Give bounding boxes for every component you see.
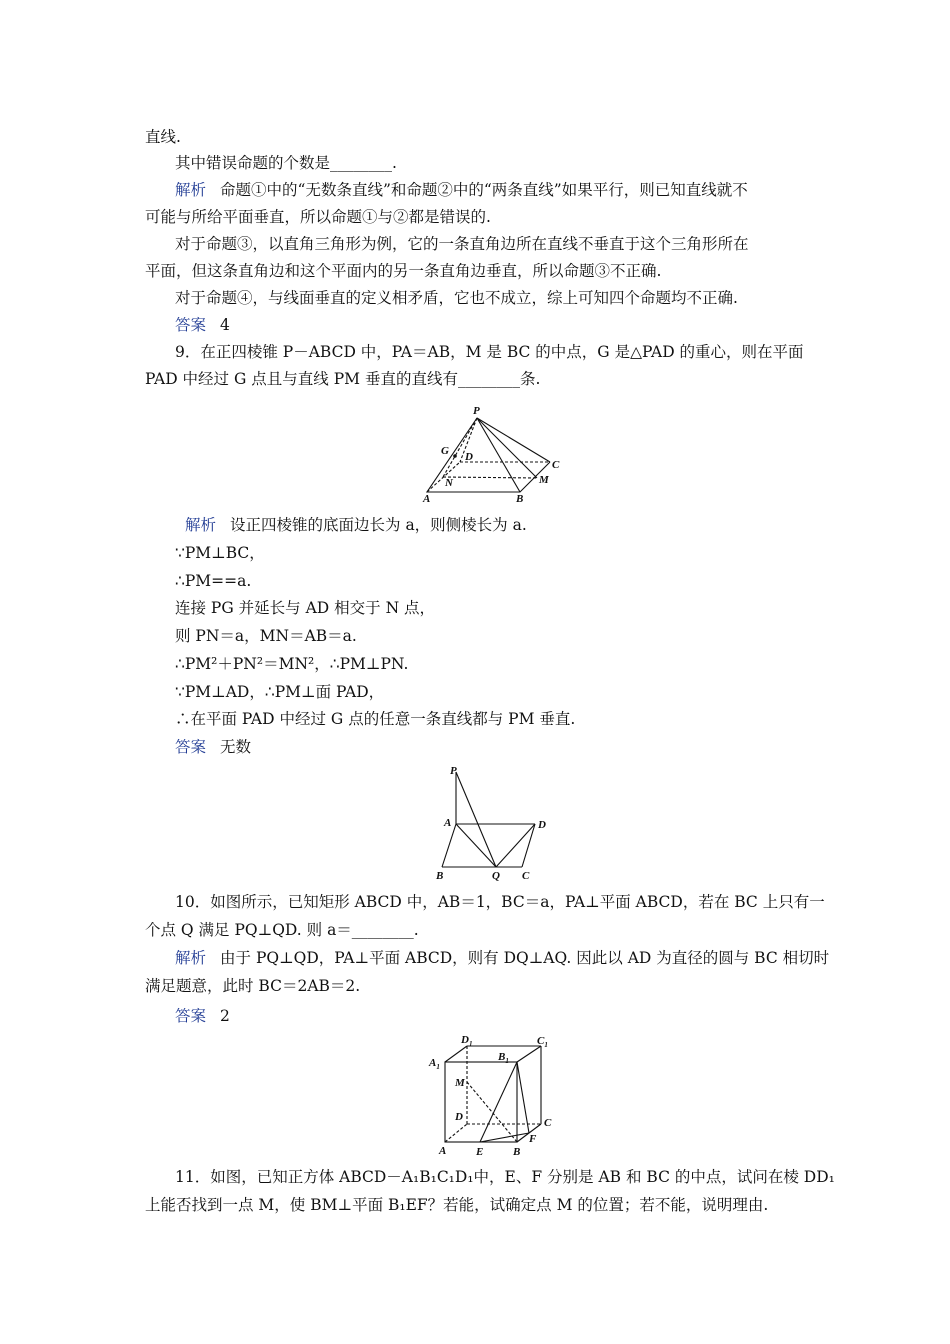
label-N: N (445, 477, 453, 489)
analysis-text-3: 由于 PQ⊥QD，PA⊥平面 ABCD，则有 DQ⊥AQ. 因此以 AD 为直径的圆与 BC 相切时 (220, 949, 830, 967)
text-line-19 (175, 737, 251, 757)
text-line-24 (175, 1006, 230, 1026)
label-E: E (476, 1146, 484, 1158)
answer-value-3: 2 (220, 1007, 230, 1025)
segment-QD (496, 824, 535, 867)
answer-value: 4 (220, 316, 230, 334)
segment-B1E (480, 1062, 517, 1142)
label-D1-subscript: 1 (468, 1040, 473, 1048)
question-10-line-2: 个点 Q 满足 PQ⊥QD. 则 a＝________. (145, 921, 419, 939)
label-B1-subscript: 1 (505, 1057, 509, 1065)
text-line-12: ∵PM⊥BC， (175, 544, 265, 562)
point-G (453, 454, 457, 458)
figure-cube (425, 1032, 565, 1160)
label-M: M (455, 1077, 465, 1089)
label-B: B (516, 493, 524, 505)
analysis-label: 解析 (175, 181, 207, 199)
text-line-22 (175, 948, 829, 968)
label-F: F (529, 1133, 537, 1145)
text-line-5: 对于命题③，以直角三角形为例，它的一条直角边所在直线不垂直于这个三角形所在 (175, 235, 749, 253)
segment-MB (467, 1082, 517, 1142)
label-C: C (552, 459, 560, 471)
label-G: G (441, 445, 449, 457)
text-line-7: 对于命题④，与线面垂直的定义相矛盾，它也不成立，综上可知四个命题均不正确. (175, 289, 738, 307)
label-A: A (439, 1145, 447, 1157)
question-11-line-2: 上能否找到一点 M，使 BM⊥平面 B₁EF？若能，试确定点 M 的位置；若不能，说明理由. (145, 1196, 769, 1214)
label-C1-subscript: 1 (544, 1041, 548, 1049)
question-11-line-1: 11．如图，已知正方体 ABCD－A₁B₁C₁D₁中，E、F 分别是 AB 和 BC 的中点，试问在棱 DD₁ (175, 1168, 835, 1186)
question-9-line-1: 9．在正四棱锥 P－ABCD 中，PA＝AB，M 是 BC 的中点，G 是△PAD 的重心，则在平面 (175, 343, 804, 361)
question-10-line-1: 10．如图所示，已知矩形 ABCD 中，AB＝1，BC＝a，PA⊥平面 ABCD，若在 BC 上只有一 (175, 893, 825, 911)
text-line-4: 可能与所给平面垂直，所以命题①与②都是错误的. (145, 208, 491, 226)
question-9-line-2: PAD 中经过 G 点且与直线 PM 垂直的直线有________条. (145, 370, 541, 388)
edge-B1C1 (517, 1046, 541, 1062)
segment-NM (443, 477, 537, 478)
text-line-15: 则 PN＝a，MN＝AB＝a. (175, 627, 357, 645)
figure-pyramid (415, 400, 565, 508)
answer-value-2: 无数 (220, 738, 252, 756)
text-line-2: 其中错误命题的个数是________. (175, 154, 397, 172)
text-line-6: 平面，但这条直角边和这个平面内的另一条直角边垂直，所以命题③不正确. (145, 262, 662, 280)
edge-AD (445, 1124, 467, 1142)
text-line-3 (175, 180, 748, 200)
text-line-16: ∴PM²＋PN²＝MN²，∴PM⊥PN. (175, 655, 409, 673)
label-A: A (423, 493, 431, 505)
text-line-13: ∴PM==a. (175, 572, 252, 590)
figure-rectangle (430, 762, 560, 882)
label-A: A (444, 817, 452, 829)
segment-PQ (456, 772, 496, 867)
answer-label-3: 答案 (175, 1007, 207, 1025)
answer-label-2: 答案 (175, 738, 207, 756)
label-B: B (436, 870, 444, 882)
edge-A1D1 (445, 1046, 467, 1062)
text-line-17: ∵PM⊥AD，∴PM⊥面 PAD， (175, 683, 385, 701)
label-A1-letter: A (429, 1057, 437, 1069)
text-line-11 (185, 515, 527, 535)
label-C1 (537, 1035, 548, 1049)
label-A1-subscript: 1 (436, 1063, 440, 1071)
analysis-text: 命题①中的“无数条直线”和命题②中的“两条直线”如果平行，则已知直线就不 (220, 181, 748, 199)
text-line-14: 连接 PG 并延长与 AD 相交于 N 点， (175, 599, 436, 617)
text-line-1: 直线. (145, 128, 181, 146)
segment-BA (442, 824, 456, 867)
label-C1-letter: C (537, 1035, 545, 1047)
analysis-text-2: 设正四棱锥的底面边长为 a，则侧棱长为 a. (230, 516, 527, 534)
label-P: P (450, 765, 457, 777)
text-line-18: ∴在平面 PAD 中经过 G 点的任意一条直线都与 PM 垂直. (175, 710, 576, 728)
label-C: C (522, 870, 530, 882)
segment-B1F (517, 1062, 529, 1133)
label-Q: Q (492, 870, 500, 882)
label-C: C (544, 1117, 552, 1129)
label-M: M (539, 474, 549, 486)
label-D1-letter: D (461, 1034, 469, 1046)
text-line-23: 满足题意，此时 BC＝2AB＝2. (145, 977, 361, 995)
label-B1-letter: B (498, 1051, 506, 1063)
label-D: D (465, 451, 473, 463)
label-A1 (428, 1057, 440, 1071)
label-P: P (473, 405, 480, 417)
analysis-label-3: 解析 (175, 949, 207, 967)
analysis-label-2: 解析 (185, 516, 217, 534)
label-D: D (455, 1111, 463, 1123)
answer-label: 答案 (175, 316, 207, 334)
segment-EF (480, 1133, 529, 1142)
label-D: D (538, 819, 546, 831)
label-B: B (513, 1146, 521, 1158)
edge-PC (477, 418, 550, 462)
label-D1 (460, 1034, 472, 1048)
segment-AQ (456, 824, 496, 867)
text-line-8 (175, 315, 230, 335)
front-face (445, 1062, 517, 1142)
label-B1 (497, 1051, 509, 1065)
